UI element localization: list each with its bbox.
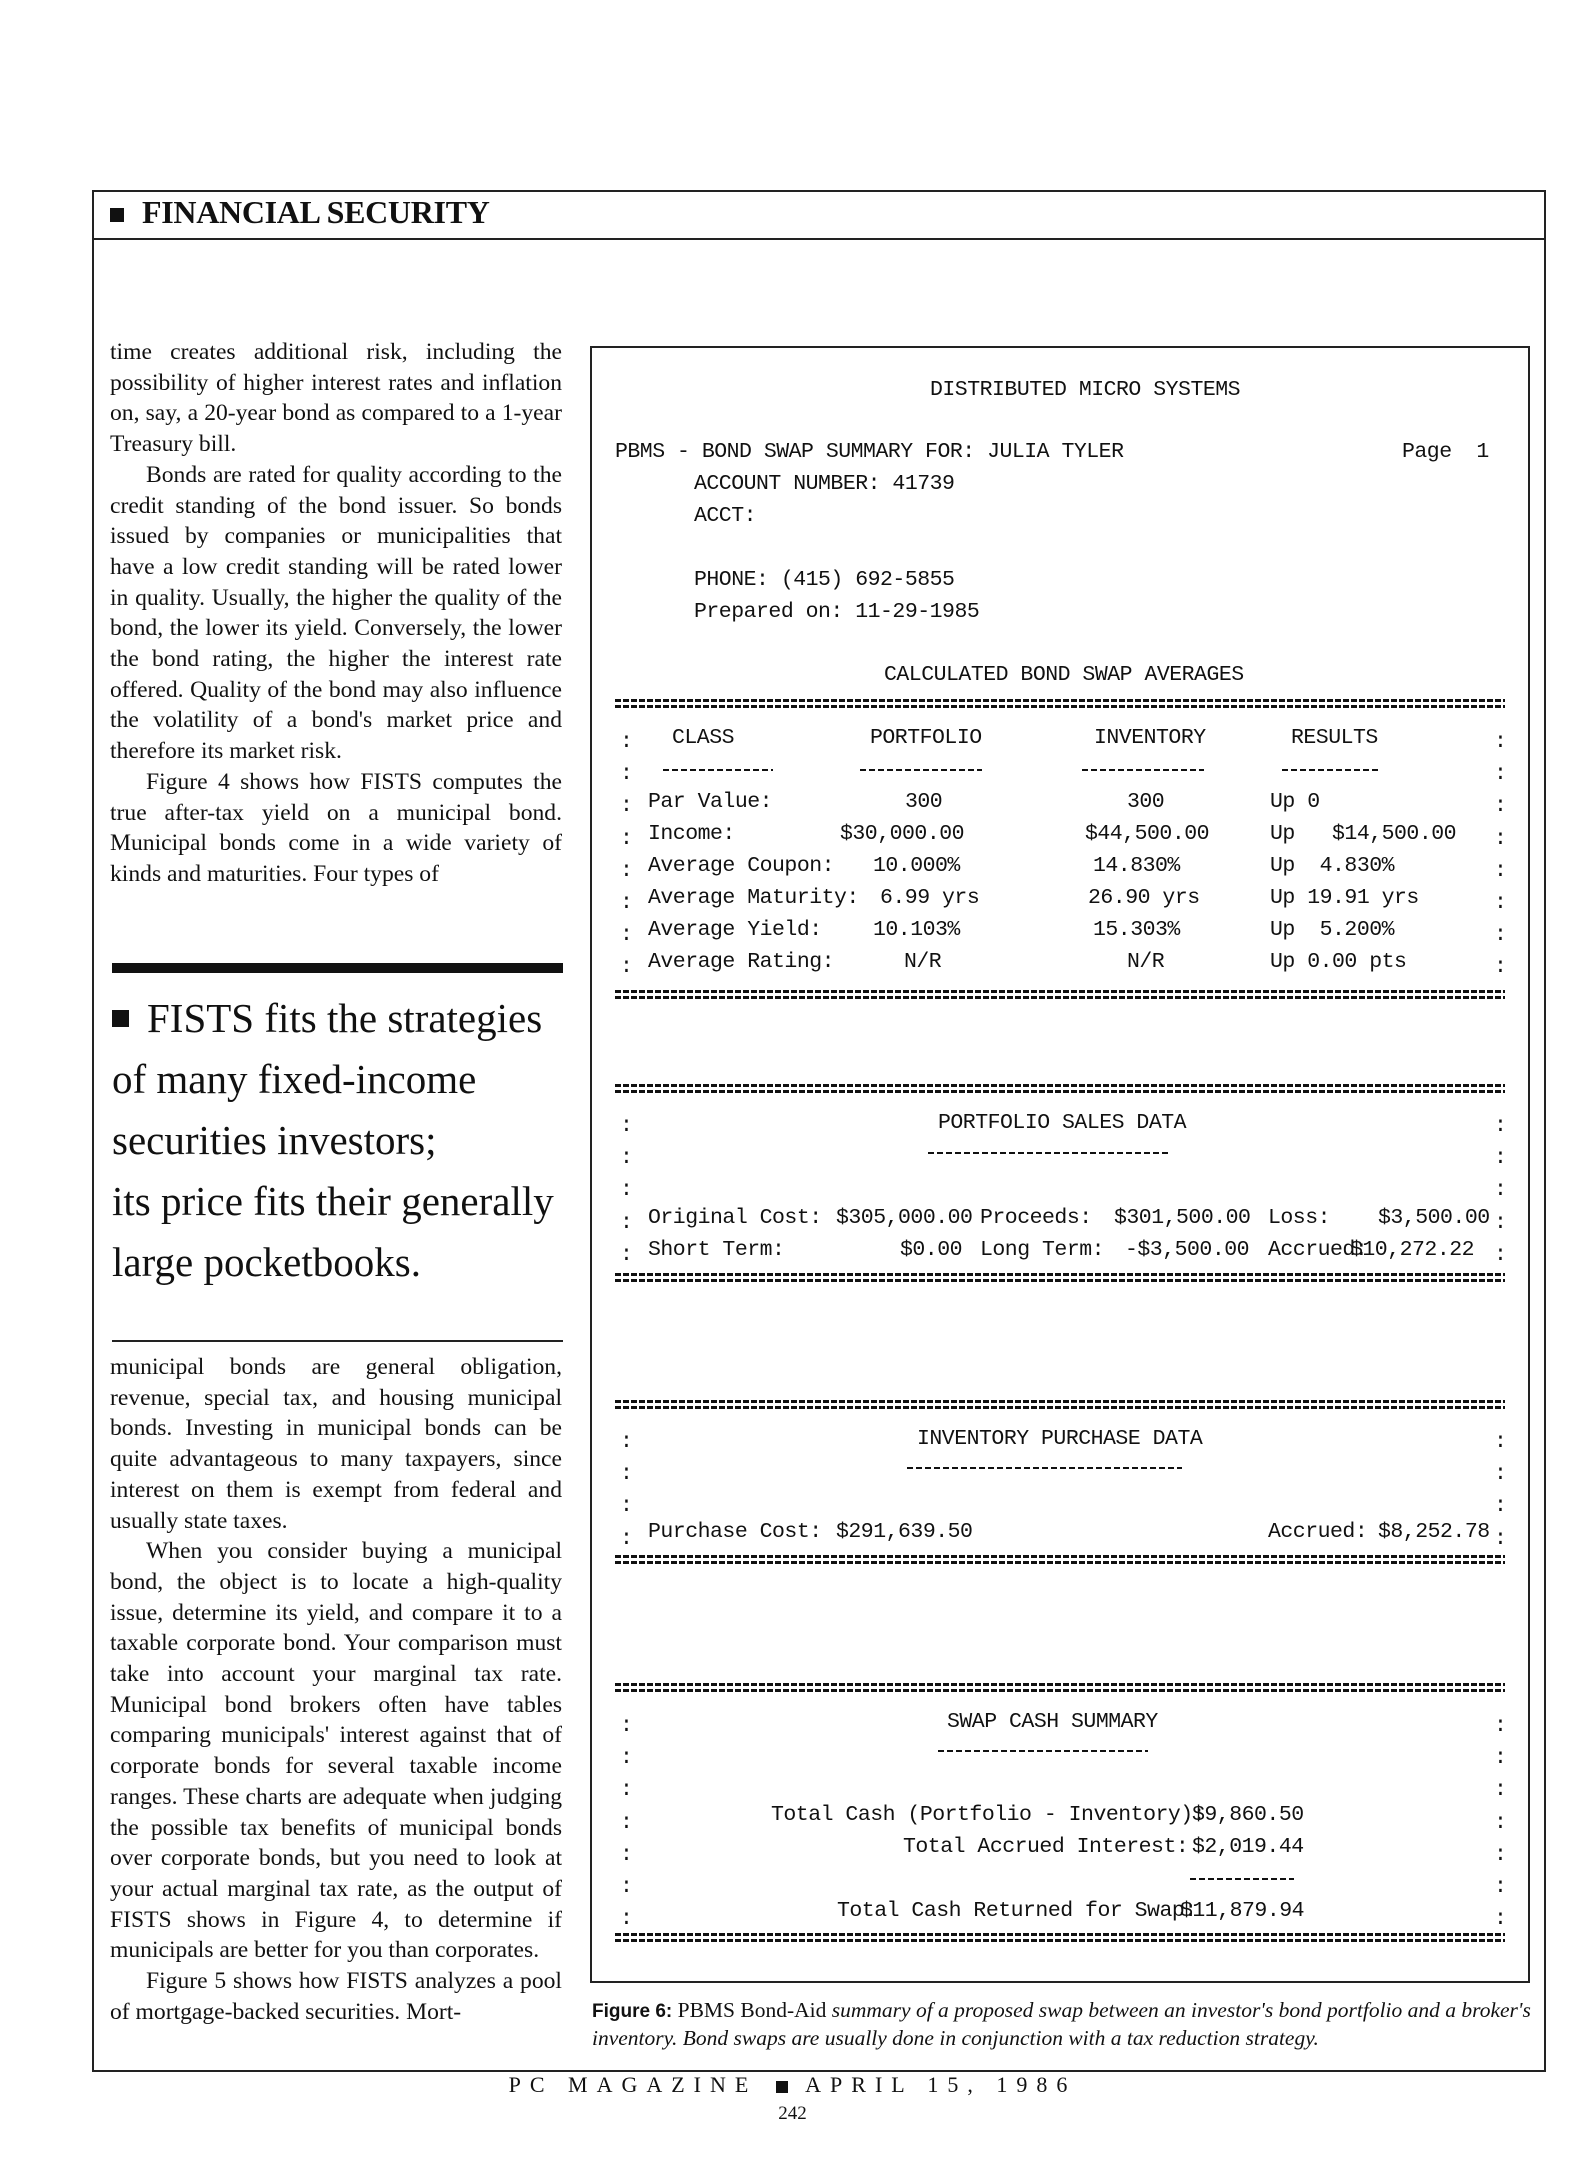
section-border bbox=[615, 1400, 1505, 1409]
purchase-cost-label: Purchase Cost: bbox=[648, 1520, 822, 1544]
report-account-number: ACCOUNT NUMBER: 41739 bbox=[694, 472, 955, 496]
section-banner bbox=[92, 190, 1546, 240]
bullet-square-icon bbox=[112, 1010, 129, 1027]
averages-title: CALCULATED BOND SWAP AVERAGES bbox=[884, 663, 1244, 687]
short-term-label: Short Term: bbox=[648, 1238, 785, 1262]
row-label: Income: bbox=[648, 822, 735, 846]
row-result: Up $14,500.00 bbox=[1270, 822, 1457, 846]
table-border bbox=[615, 990, 1505, 999]
sum-line bbox=[1190, 1878, 1294, 1880]
bullet-square-icon bbox=[776, 2081, 788, 2093]
article-column-bottom bbox=[110, 1352, 562, 2027]
paragraph: municipal bonds are general obligation, revenue, special tax, and housing municipal bonds. Investing in municipal bonds can be quite advantageous to many taxpayers, since interest on them is exempt from federal and usually state taxes. bbox=[110, 1354, 562, 1534]
row-inventory: $44,500.00 bbox=[1085, 822, 1210, 846]
loss-label: Loss: bbox=[1268, 1206, 1331, 1230]
title-underline bbox=[938, 1750, 1148, 1752]
row-label: Average Maturity: bbox=[648, 886, 859, 910]
accrued-label: Accrued: bbox=[1268, 1238, 1368, 1262]
report-phone: PHONE: (415) 692-5855 bbox=[694, 568, 955, 592]
article-column-top bbox=[110, 337, 562, 890]
section-right-bar: : : : : bbox=[1494, 1430, 1507, 1551]
total-cash-label: Total Cash (Portfolio - Inventory): bbox=[771, 1803, 1206, 1827]
section-right-bar: : : : : : : : bbox=[1494, 1714, 1507, 1932]
caption-text: summary of a proposed swap between an investor's bond portfolio and a broker's inventory. Bond swaps are usually done in conjunction with a tax reduction strategy. bbox=[592, 1998, 1531, 2050]
column-header: PORTFOLIO bbox=[870, 726, 982, 750]
magazine-name: PC MAGAZINE bbox=[508, 2072, 758, 2097]
accrued-value: $10,272.22 bbox=[1350, 1238, 1475, 1262]
purchase-cost-value: $291,639.50 bbox=[836, 1520, 973, 1544]
row-portfolio: 6.99 yrs bbox=[880, 886, 980, 910]
row-inventory: 15.303% bbox=[1093, 918, 1180, 942]
paragraph: Bonds are rated for quality according to the credit standing of the bond issuer. So bonds issued by companies or municipalities that have a low credit standing will be rated lower in quality. Usually, the higher the quality of the bond, the lower its yield. Conversely, the lower the bond rating, the higher the interest rate offered. Quality of the bond may also influence the volatility of a bond's market price and therefore its market risk. bbox=[110, 461, 562, 765]
report-page-label: Page 1 bbox=[1402, 440, 1489, 464]
sales-title: PORTFOLIO SALES DATA bbox=[938, 1111, 1187, 1135]
bullet-square-icon bbox=[110, 208, 124, 222]
proceeds-label: Proceeds: bbox=[980, 1206, 1092, 1230]
page-number: 242 bbox=[778, 2103, 807, 2124]
cash-returned-value: $11,879.94 bbox=[1180, 1899, 1305, 1923]
table-right-bar: : : : : : : : : bbox=[1494, 730, 1507, 980]
row-portfolio: $30,000.00 bbox=[840, 822, 965, 846]
row-inventory: 26.90 yrs bbox=[1088, 886, 1200, 910]
row-label: Par Value: bbox=[648, 790, 773, 814]
section-border bbox=[615, 1084, 1505, 1093]
purchase-accrued-value: $8,252.78 bbox=[1378, 1520, 1490, 1544]
row-result: Up 5.200% bbox=[1270, 918, 1395, 942]
issue-date: APRIL 15, 1986 bbox=[805, 2072, 1077, 2097]
short-term-value: $0.00 bbox=[900, 1238, 963, 1262]
pull-quote-line: large pocketbooks. bbox=[112, 1239, 421, 1285]
column-header: INVENTORY bbox=[1094, 726, 1206, 750]
page-footer bbox=[0, 2072, 1585, 2098]
row-inventory: 14.830% bbox=[1093, 854, 1180, 878]
section-left-bar: : : : : : bbox=[620, 1114, 633, 1267]
total-cash-value: $9,860.50 bbox=[1192, 1803, 1304, 1827]
pull-quote-line: its price fits their generally bbox=[112, 1178, 554, 1224]
section-right-bar: : : : : : bbox=[1494, 1114, 1507, 1267]
paragraph: time creates additional risk, including the possibility of higher interest rates and inflation on, say, a 20-year bond as compared to a 1-year Treasury bill. bbox=[110, 339, 562, 458]
paragraph: Figure 5 shows how FISTS analyzes a pool of mortgage-backed securities. Mort- bbox=[110, 1968, 562, 2025]
header-underline bbox=[1082, 769, 1204, 771]
caption-label: Figure 6: bbox=[592, 2001, 673, 2022]
row-inventory: 300 bbox=[1127, 790, 1165, 814]
figure-caption bbox=[592, 1997, 1532, 2052]
section-border bbox=[615, 1933, 1505, 1942]
report-title-line: PBMS - BOND SWAP SUMMARY FOR: JULIA TYLER bbox=[615, 440, 1124, 464]
row-portfolio: 10.103% bbox=[873, 918, 960, 942]
title-underline bbox=[928, 1152, 1171, 1154]
accrued-interest-value: $2,019.44 bbox=[1192, 1835, 1304, 1859]
proceeds-value: $301,500.00 bbox=[1114, 1206, 1251, 1230]
row-result: Up 4.830% bbox=[1270, 854, 1395, 878]
section-left-bar: : : : : bbox=[620, 1430, 633, 1551]
column-header: RESULTS bbox=[1291, 726, 1378, 750]
pull-quote-rule bbox=[112, 963, 563, 973]
row-label: Average Yield: bbox=[648, 918, 822, 942]
row-result: Up 19.91 yrs bbox=[1270, 886, 1419, 910]
paragraph: When you consider buying a municipal bond, the object is to locate a high-quality issue, determine its yield, and compare it to a taxable corporate bond. Your comparison must take into account your marginal tax rate. Municipal bond brokers often have tables comparing municipals' interest against that of corporate bonds for several taxable income ranges. These charts are adequate when judging the possible tax benefits of municipal bonds over corporate bonds, but you need to look at your actual marginal tax rate, as the output of FISTS shows in Figure 4, to determine if municipals are better for you than corporates. bbox=[110, 1538, 562, 1964]
row-portfolio: 300 bbox=[905, 790, 943, 814]
caption-lead: PBMS Bond-Aid bbox=[677, 1998, 827, 2022]
accrued-interest-label: Total Accrued Interest: bbox=[903, 1835, 1189, 1859]
section-title: FINANCIAL SECURITY bbox=[142, 194, 490, 230]
original-cost-label: Original Cost: bbox=[648, 1206, 822, 1230]
section-border bbox=[615, 1555, 1505, 1564]
pull-quote-bottom-rule bbox=[112, 1340, 563, 1342]
row-portfolio: 10.000% bbox=[873, 854, 960, 878]
purchase-title: INVENTORY PURCHASE DATA bbox=[917, 1427, 1203, 1451]
cash-returned-label: Total Cash Returned for Swap: bbox=[837, 1899, 1197, 1923]
row-inventory: N/R bbox=[1127, 950, 1165, 974]
table-border bbox=[615, 699, 1505, 708]
row-result: Up 0.00 pts bbox=[1270, 950, 1407, 974]
loss-value: $3,500.00 bbox=[1378, 1206, 1490, 1230]
table-left-bar: : : : : : : : : bbox=[620, 730, 633, 980]
row-label: Average Coupon: bbox=[648, 854, 835, 878]
title-underline bbox=[907, 1467, 1182, 1469]
long-term-label: Long Term: bbox=[980, 1238, 1105, 1262]
report-company: DISTRIBUTED MICRO SYSTEMS bbox=[930, 378, 1241, 402]
row-result: Up 0 bbox=[1270, 790, 1320, 814]
cash-title: SWAP CASH SUMMARY bbox=[947, 1710, 1158, 1734]
header-underline bbox=[860, 769, 982, 771]
column-header: CLASS bbox=[672, 726, 735, 750]
row-label: Average Rating: bbox=[648, 950, 835, 974]
header-underline bbox=[663, 769, 773, 771]
section-border bbox=[615, 1683, 1505, 1692]
section-border bbox=[615, 1273, 1505, 1282]
long-term-value: -$3,500.00 bbox=[1125, 1238, 1250, 1262]
report-prepared-date: Prepared on: 11-29-1985 bbox=[694, 600, 980, 624]
pull-quote-line: securities investors; bbox=[112, 1117, 437, 1163]
row-portfolio: N/R bbox=[904, 950, 942, 974]
pull-quote-line: FISTS fits the strategies bbox=[147, 995, 543, 1041]
pull-quote-line: of many fixed-income bbox=[112, 1056, 477, 1102]
header-underline bbox=[1282, 769, 1380, 771]
paragraph: Figure 4 shows how FISTS computes the true after-tax yield on a municipal bond. Municipal bonds come in a wide variety of kinds and maturities. Four types of bbox=[110, 768, 562, 887]
pull-quote bbox=[112, 988, 572, 1293]
section-left-bar: : : : : : : : bbox=[620, 1714, 633, 1932]
original-cost-value: $305,000.00 bbox=[836, 1206, 973, 1230]
report-acct: ACCT: bbox=[694, 504, 757, 528]
purchase-accrued-label: Accrued: bbox=[1268, 1520, 1368, 1544]
